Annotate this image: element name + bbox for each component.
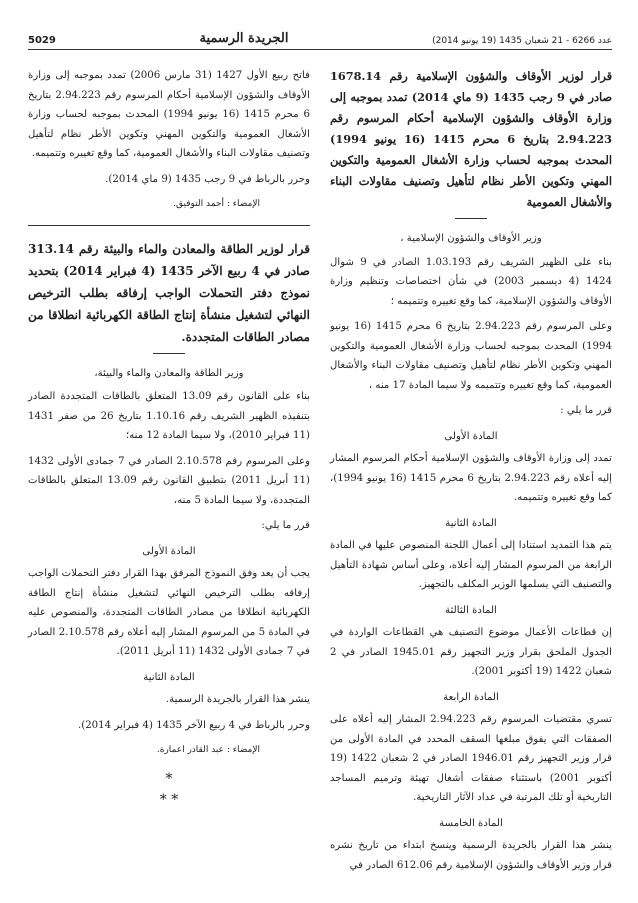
done-at-line: وحرر بالرباط في 4 ربيع الآخر 1435 (4 فبراير 2014). xyxy=(77,719,310,731)
preamble-paragraph: وعلى المرسوم رقم 2.10.578 الصادر في 7 جمادى الأولى 1432 (11 أبريل 2011) بتطبيق القانون رقم 13.09 المتعلق بالطاقات المتجددة، ولا سيما المادة 5 منه، xyxy=(28,455,310,506)
article-heading: المادة الخامسة xyxy=(439,817,503,829)
article-text: ينشر هذا القرار بالجريدة الرسمية وينسخ ابتداء من تاريخ نشره قرار وزير الأوقاف والشؤون الإسلامية رقم 612.06 الصادر في xyxy=(330,840,612,871)
article-text: تمدد إلى وزارة الأوقاف والشؤون الإسلامية أحكام المرسوم المشار إليه أعلاه رقم 2.94.223 بتاريخ 6 محرم 1415 (16 يونيو 1994)، كما وقع تغييره وتتميمه. xyxy=(330,453,612,503)
title-divider xyxy=(455,218,487,219)
continuation-text: فاتح ربيع الأول 1427 (31 مارس 2006) تمدد بموجبه إلى وزارة الأوقاف والشؤون الإسلامية أحكام المرسوم رقم 2.94.223 بتاريخ 6 محرم 1415 (16 يونيو 1994) المحدث بموجبه لحساب وزارة الأشغال العمومية والتكوين المهني وتكوين الأطر نظام لتأهيل وتصنيف مقاولات البناء والأشغال العمومية، كما وقع تغييره وتتميمه. xyxy=(28,70,310,159)
issue-info: عدد 6266 - 21 شعبان 1435 (19 يونيو 2014) xyxy=(432,36,612,46)
minister-line: وزير الطاقة والمعادن والماء والبيئة، xyxy=(94,367,244,379)
preamble-paragraph: بناء على الظهير الشريف رقم 1.03.193 الصادر في 9 شوال 1424 (4 ديسمبر 2003) في شأن اختصاصات وتنظيم وزارة الأوقاف والشؤون الإسلامية، كما وقع تغييره وتتميمه ؛ xyxy=(330,256,612,307)
decides-line: قرر ما يلي: xyxy=(261,520,310,531)
end-stars: * xyxy=(165,770,173,787)
article-text: يتم هذا التمديد استنادا إلى أعمال اللجنة المنصوص عليها في المادة الرابعة من المرسوم المشار إليه أعلاه، وعلى أساس شهادة التأهيل والتصنيف التي يسلمها الوزير المكلف بالتجهيز. xyxy=(330,540,612,590)
section-divider xyxy=(28,225,310,226)
page-number: 5029 xyxy=(28,35,56,46)
decides-line: قرر ما يلي : xyxy=(560,405,612,416)
article-heading: المادة الثانية xyxy=(445,517,497,529)
right-column xyxy=(330,66,612,881)
article-heading: المادة الأولى xyxy=(444,430,498,442)
article-heading: المادة الرابعة xyxy=(443,691,499,703)
title-divider xyxy=(153,353,185,354)
journal-title: الجريدة الرسمية xyxy=(199,31,289,46)
left-column xyxy=(28,66,310,813)
article-text: يجب أن يعد وفق النموذج المرفق بهذا القرار دفتر التحملات الواجب إرفاقه بطلب الترخيص النهائي لتشغيل منشأة إنتاج الطاقة الكهربائية انطلاقا من مصادر الطاقات المتجددة، والمنصوص عليه في المادة 5 من المرسوم المشار إليه أعلاه رقم 2.10.578 الصادر في 7 جمادى الأولى 1432 (11 أبريل 2011). xyxy=(28,568,311,657)
article-heading: المادة الثالثة xyxy=(445,604,497,616)
decree-title: قرار لوزير الطاقة والمعادن والماء والبيئة رقم 313.14 صادر في 4 ربيع الآخر 1435 (4 فبراير 2014) بتحديد نموذج دفتر التحملات الواجب إرفاقه بطلب الترخيص النهائي لتشغيل منشأة إنتاج الطاقة الكهربائية انطلاقا من مصادر الطاقات المتجددة. xyxy=(28,241,310,344)
page-header xyxy=(28,26,612,50)
end-stars: * * xyxy=(159,791,179,808)
minister-line: وزير الأوقاف والشؤون الإسلامية ، xyxy=(400,233,542,244)
article-text: ينشر هذا القرار بالجريدة الرسمية. xyxy=(165,694,310,705)
article-heading: المادة الأولى xyxy=(142,545,196,557)
article-heading: المادة الثانية xyxy=(143,671,195,683)
signature: الإمضاء : أحمد التوفيق. xyxy=(173,199,260,209)
signature: الإمضاء : عبد القادر اعمارة. xyxy=(156,745,260,755)
done-at-line: وحرر بالرباط في 9 رجب 1435 (9 ماي 2014). xyxy=(105,173,310,185)
preamble-paragraph: بناء على القانون رقم 13.09 المتعلق بالطاقات المتجددة الصادر بتنفيذه الظهير الشريف رقم 1.10.16 بتاريخ 26 من صفر 1431 (11 فبراير 2010)، ولا سيما المادة 12 منه؛ xyxy=(28,391,311,441)
article-text: إن قطاعات الأعمال موضوع التصنيف هي القطاعات الواردة في الجدول الملحق بقرار وزير التجهيز رقم 1945.01 الصادر في 2 شعبان 1422 (19 أكتوبر 2001). xyxy=(330,627,612,677)
article-text: تسري مقتضيات المرسوم رقم 2.94.223 المشار إليه أعلاه على الصفقات التي يفوق مبلغها السقف المحدد في المادة الأولى من قرار وزير التجهيز رقم 1946.01 الصادر في 2 شعبان 1422 (19 أكتوبر 2001) باستثناء صفقات أشغال تهيئة وترميم المساجد التاريخية أو تلك المرتبة في عداد الآثار التاريخية. xyxy=(330,714,613,803)
preamble-paragraph: وعلى المرسوم رقم 2.94.223 بتاريخ 6 محرم 1415 (16 يونيو 1994) المحدث بموجبه لحساب وزارة الأشغال العمومية والتكوين المهني وتكوين الأطر نظام لتأهيل وتصنيف مقاولات البناء والأشغال العمومية، كما وقع تغييره وتتميمه ولا سيما المادة 17 منه ، xyxy=(330,321,612,391)
decree-title: قرار لوزير الأوقاف والشؤون الإسلامية رقم 1678.14 صادر في 9 رجب 1435 (9 ماي 2014) تمدد بموجبه إلى وزارة الأوقاف والشؤون الإسلامية أحكام المرسوم رقم 2.94.223 بتاريخ 6 محرم 1415 (16 يونيو 1994) المحدث بموجبه لحساب وزارة الأشغال العمومية والتكوين المهني وتكوين الأطر نظام لتأهيل وتصنيف مقاولات البناء والأشغال العمومية xyxy=(330,69,613,209)
